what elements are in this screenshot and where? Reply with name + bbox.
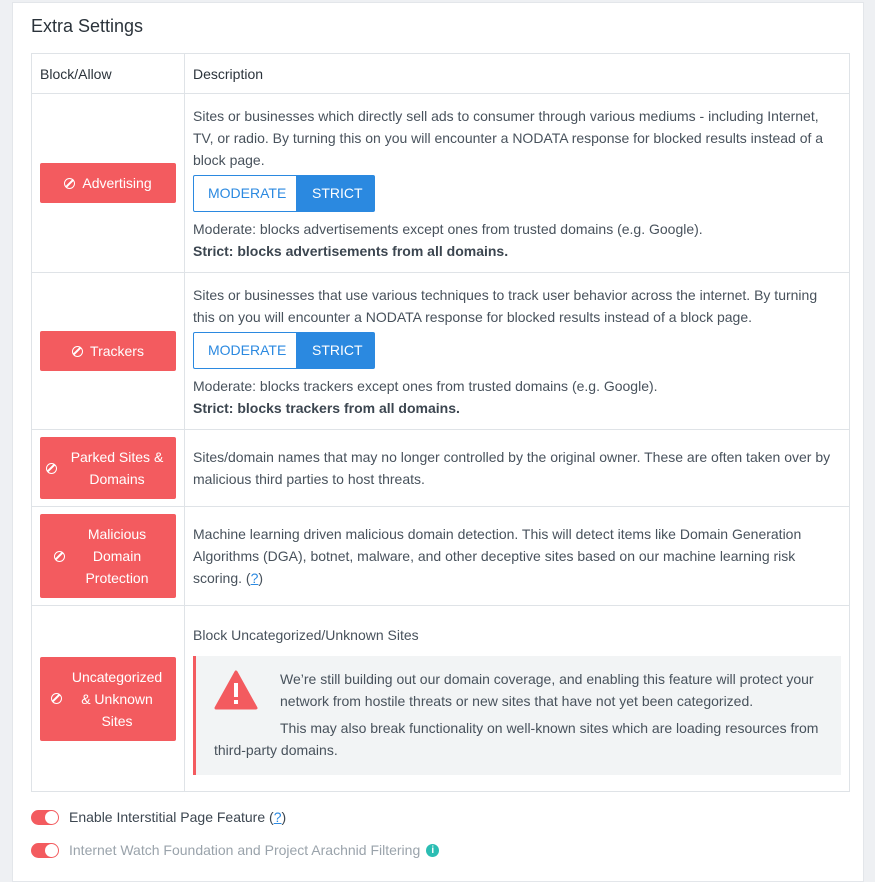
uncategorized-heading: Block Uncategorized/Unknown Sites [193, 627, 419, 643]
advertising-strict-button[interactable]: STRICT [297, 175, 375, 212]
settings-table [31, 53, 850, 792]
uncategorized-warning [193, 656, 841, 775]
trackers-mode-toggle [193, 332, 375, 369]
ban-icon [72, 346, 83, 357]
parked-description: Sites/domain names that may no longer controlled by the original owner. These are often taken over by malicious third parties to host threats. [193, 449, 831, 487]
trackers-moderate-note: Moderate: blocks trackers except ones from trusted domains (e.g. Google). [193, 377, 658, 394]
ban-icon [64, 178, 75, 189]
advertising-moderate-button[interactable]: MODERATE [193, 175, 297, 212]
malicious-block-button[interactable] [40, 514, 176, 598]
iwf-label: Internet Watch Foundation and Project Arachnid Filtering [69, 842, 421, 858]
advertising-moderate-note: Moderate: blocks advertisements except ones from trusted domains (e.g. Google). [193, 220, 703, 237]
trackers-button-label: Trackers [90, 343, 144, 359]
trackers-moderate-button[interactable]: MODERATE [193, 332, 297, 369]
ban-icon [51, 693, 62, 704]
table-row-trackers [32, 273, 850, 430]
trackers-description: Sites or businesses that use various techniques to track user behavior across the internet. By turning this on you will encounter a NODATA response for blocked results instead of a block page. [193, 286, 818, 325]
advertising-mode-toggle [193, 175, 375, 212]
trackers-strict-note: Strict: blocks trackers from all domains. [193, 399, 460, 416]
ban-icon [46, 463, 57, 474]
interstitial-help-link[interactable]: ? [273, 809, 282, 825]
ban-icon [54, 551, 65, 562]
malicious-description: Machine learning driven malicious domain detection. This will detect items like Domain Generation Algorithms (DGA), botnet, malware, and other deceptive sites based on our machine learning risk scoring. [193, 526, 802, 586]
advertising-strict-note: Strict: blocks advertisements from all domains. [193, 242, 509, 259]
table-header-row [32, 54, 850, 94]
info-icon[interactable]: i [426, 844, 439, 857]
malicious-button-label: Malicious Domain Protection [85, 526, 149, 586]
extra-settings-panel [12, 2, 864, 882]
warning-text-1: We’re still building out our domain coverage, and enabling this feature will protect your network from hostile threats or new sites that have not yet been categorized. [280, 671, 814, 709]
interstitial-toggle-row: Enable Interstitial Page Feature ( ? ) [31, 809, 286, 825]
table-row-uncategorized [32, 606, 850, 792]
malicious-help-link[interactable]: ? [250, 570, 259, 586]
trackers-block-button[interactable] [40, 331, 176, 371]
column-header-block-allow: Block/Allow [32, 54, 185, 94]
iwf-toggle[interactable] [31, 843, 59, 858]
uncategorized-button-label: Uncategorized & Unknown Sites [71, 668, 163, 729]
advertising-description: Sites or businesses which directly sell ads to consumer through various mediums - including Internet, TV, or radio. By turning this on you will encounter a NODATA response for blocked results instead of a block page. [193, 107, 824, 168]
section-title: Extra Settings [31, 16, 144, 36]
uncategorized-block-button[interactable] [40, 657, 176, 741]
table-row-malicious: Malicious Domain Protection Machine learning driven malicious domain detection. This will detect items like Domain Generation Algorithms (DGA), botnet, malware, and other deceptive sites based on our machine learning risk scoring. (?) [32, 507, 850, 606]
table-row-advertising [32, 94, 850, 273]
trackers-strict-button[interactable]: STRICT [297, 332, 375, 369]
iwf-toggle-row [31, 842, 439, 858]
warning-text-2: This may also break functionality on well-known sites which are loading resources from third-party domains. [214, 720, 819, 758]
parked-button-label: Parked Sites & Domains [70, 449, 164, 487]
column-header-description: Description [185, 54, 850, 94]
parked-block-button[interactable] [40, 437, 176, 499]
table-row-parked [32, 430, 850, 507]
interstitial-toggle[interactable] [31, 810, 59, 825]
warning-icon [214, 670, 258, 710]
advertising-button-label: Advertising [82, 175, 152, 191]
interstitial-label: Enable Interstitial Page Feature [69, 809, 266, 825]
advertising-block-button[interactable] [40, 163, 176, 203]
